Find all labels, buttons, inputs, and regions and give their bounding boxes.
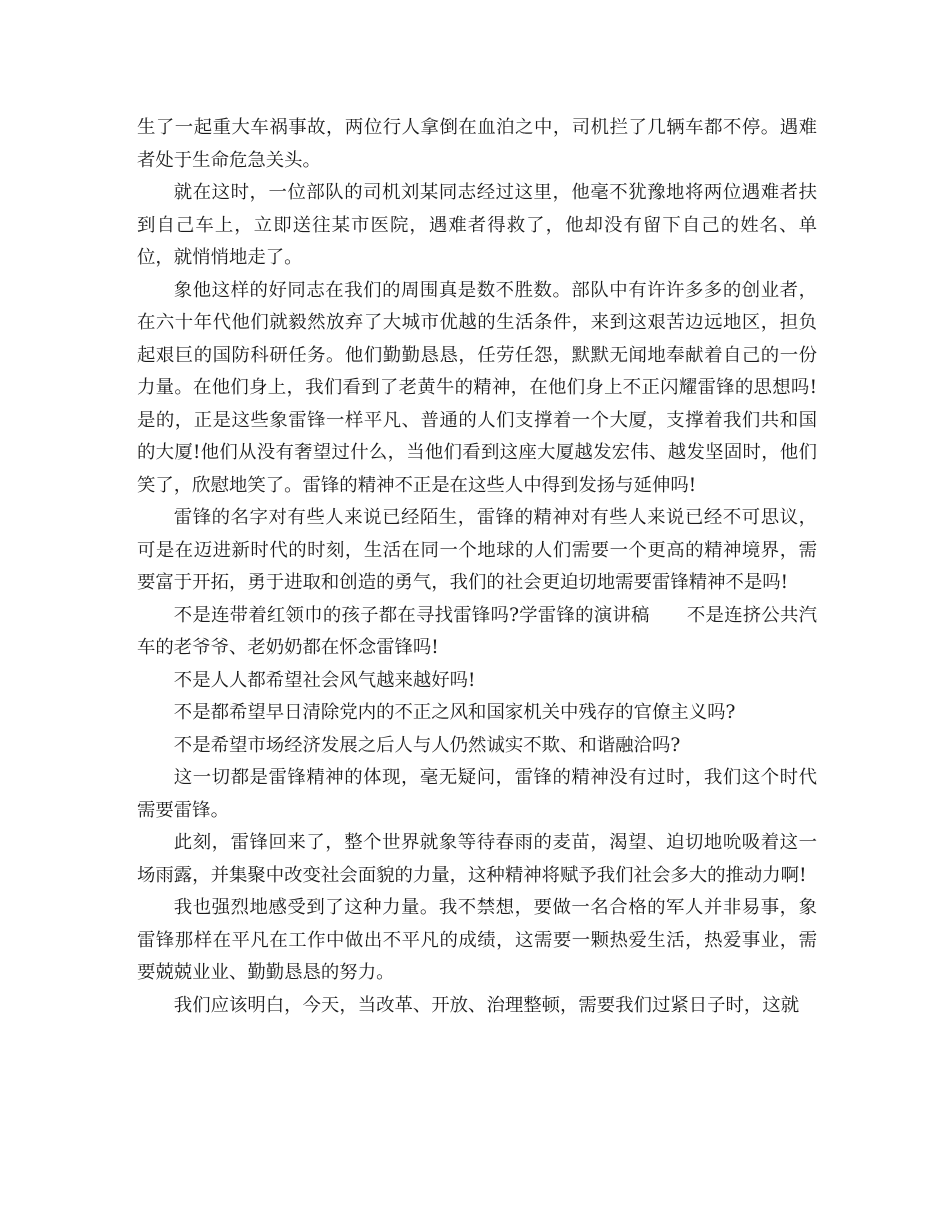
paragraph-3: 象他这样的好同志在我们的周围真是数不胜数。部队中有许许多多的创业者，在六十年代他们就毅然放弃了大城市优越的生活条件，来到这艰苦边远地区，担负起艰巨的国防科研任务。他们勤勤恳恳，任劳任怨，默默无闻地奉献着自己的一份力量。在他们身上，我们看到了老黄牛的精神，在他们身上不正闪耀雷锋的思想吗!是的，正是这些象雷锋一样平凡、普通的人们支撑着一个大厦，支撑着我们共和国的大厦!他们从没有奢望过什么，当他们看到这座大厦越发宏伟、越发坚固时，他们笑了，欣慰地笑了。雷锋的精神不正是在这些人中得到发扬与延伸吗! <box>137 279 817 496</box>
paragraph-12: 我们应该明白，今天，当改革、开放、治理整顿，需要我们过紧日子时，这就 <box>173 994 800 1016</box>
paragraph-11: 我也强烈地感受到了这种力量。我不禁想，要做一名合格的军人并非易事，象雷锋那样在平凡在工作中做出不平凡的成绩，这需要一颗热爱生活，热爱事业，需要兢兢业业、勤勤恳恳的努力。 <box>137 897 817 983</box>
paragraph-10: 此刻，雷锋回来了，整个世界就象等待春雨的麦苗，渴望、迫切地吮吸着这一场雨露，并集聚中改变社会面貌的力量，这种精神将赋予我们社会多大的推动力啊! <box>137 832 817 886</box>
paragraph-5: 不是连带着红领巾的孩子都在寻找雷锋吗?学雷锋的演讲稿 不是连挤公共汽车的老爷爷、老奶奶都在怀念雷锋吗! <box>137 604 817 658</box>
paragraph-4: 雷锋的名字对有些人来说已经陌生，雷锋的精神对有些人来说已经不可思议，可是在迈进新时代的时刻，生活在同一个地球的人们需要一个更高的精神境界，需要富于开拓，勇于进取和创造的勇气，我们的社会更迫切地需要雷锋精神不是吗! <box>137 507 817 593</box>
document-body <box>137 112 817 1022</box>
paragraph-7: 不是都希望早日清除党内的不正之风和国家机关中残存的官僚主义吗? <box>173 702 736 723</box>
paragraph-8: 不是希望市场经济发展之后人与人仍然诚实不欺、和谐融洽吗? <box>173 734 681 756</box>
paragraph-9: 这一切都是雷锋精神的体现，毫无疑问，雷锋的精神没有过时，我们这个时代需要雷锋。 <box>137 767 817 821</box>
paragraph-1: 生了一起重大车祸事故，两位行人拿倒在血泊之中，司机拦了几辆车都不停。遇难者处于生命危急关头。 <box>137 117 817 171</box>
paragraph-6: 不是人人都希望社会风气越来越好吗! <box>173 669 476 691</box>
paragraph-2: 就在这时，一位部队的司机刘某同志经过这里，他毫不犹豫地将两位遇难者扶到自己车上，立即送往某市医院，遇难者得救了，他却没有留下自己的姓名、单位，就悄悄地走了。 <box>137 182 817 268</box>
